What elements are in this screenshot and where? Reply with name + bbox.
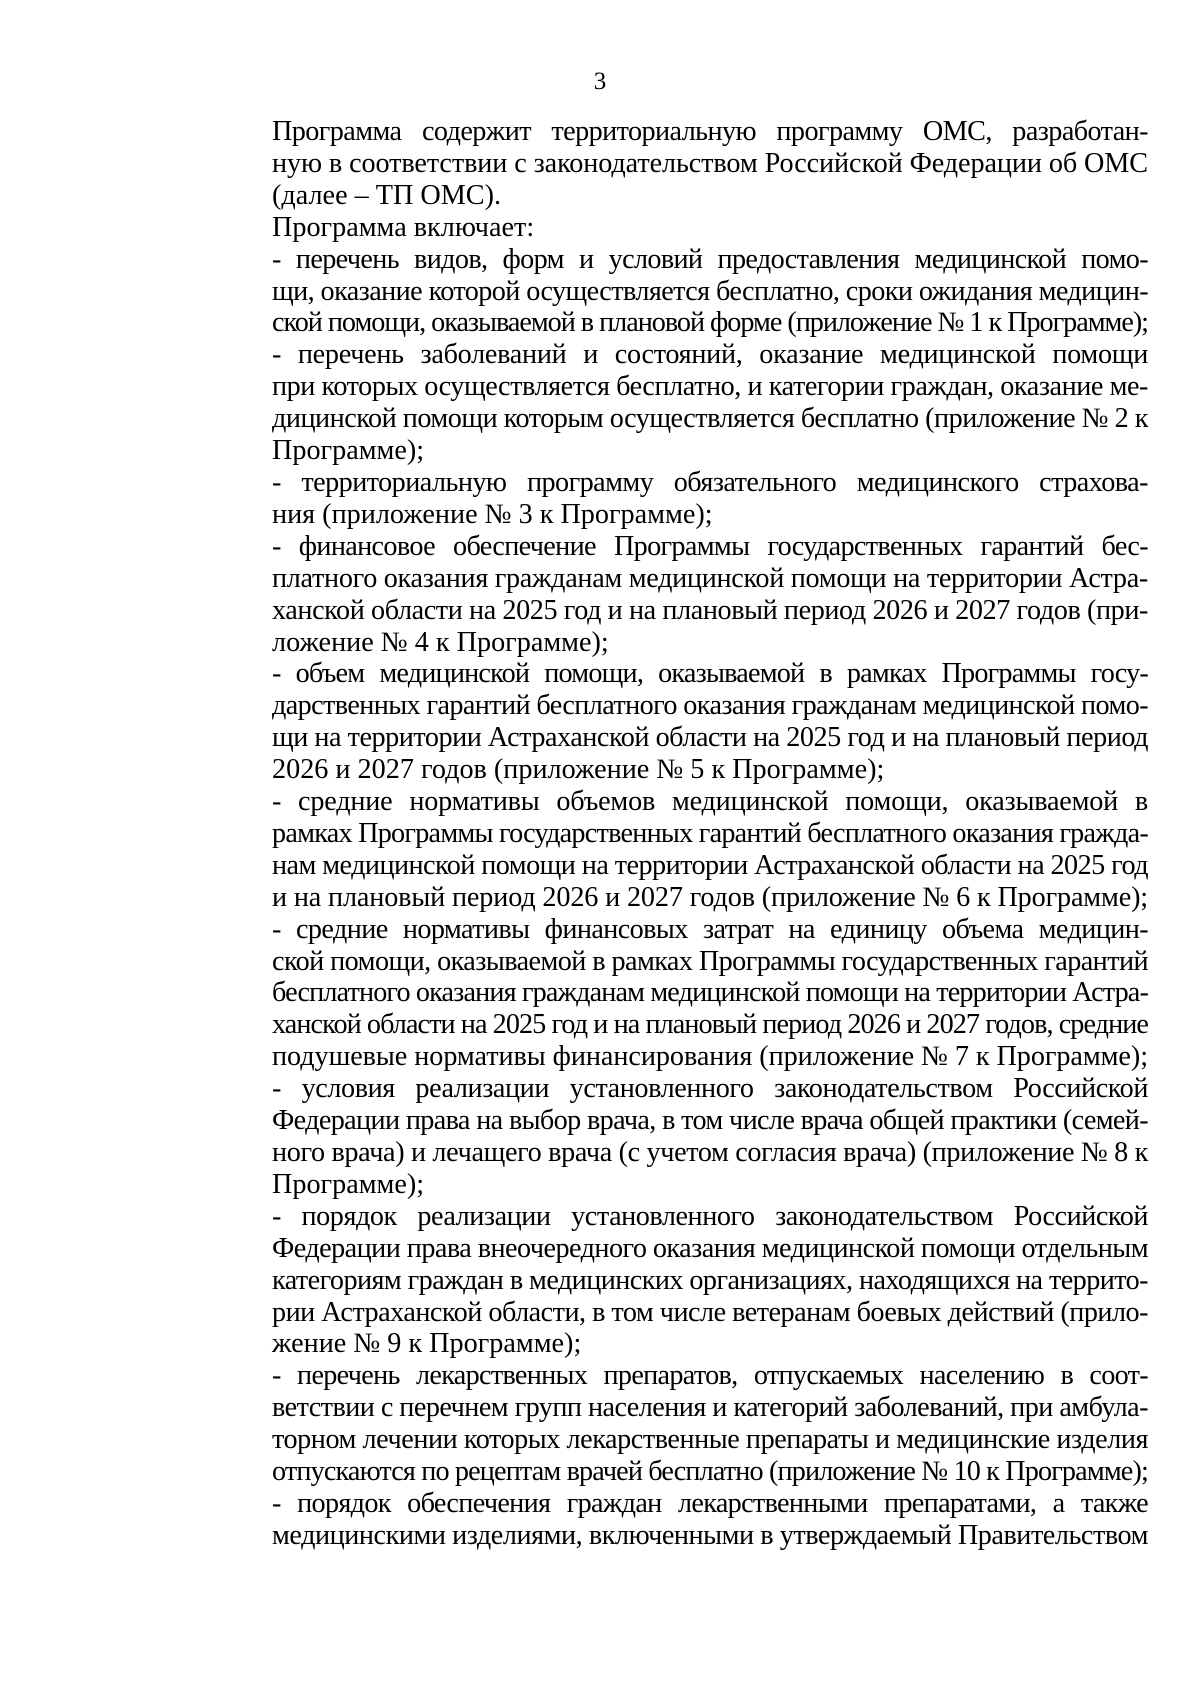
paragraph: [202, 116, 1148, 212]
text-line: рии Астраханской области, в том числе ветеранам боевых действий (прило-: [272, 1296, 1148, 1328]
text-line: дицинской помощи которым осуществляется бесплатно (приложение № 2 к: [272, 403, 1148, 435]
paragraph: [202, 786, 1148, 914]
document-body: [202, 116, 1148, 1552]
text-line: бесплатного оказания гражданам медицинской помощи на территории Астра-: [272, 977, 1148, 1009]
text-line: нам медицинской помощи на территории Астраханской области на 2025 год: [272, 849, 1148, 881]
text-line: Программа содержит территориальную программу ОМС, разработан-: [272, 116, 1148, 147]
text-line: - порядок реализации установленного законодательством Российской: [272, 1200, 1148, 1232]
text-line: 2026 и 2027 годов (приложение № 5 к Программе);: [272, 754, 885, 786]
text-line: ветствии с перечнем групп населения и категорий заболеваний, при амбула-: [272, 1392, 1148, 1424]
text-line: ской помощи, оказываемой в плановой форме (приложение № 1 к Программе);: [272, 307, 1148, 339]
text-line: (далее – ТП ОМС).: [272, 179, 502, 211]
text-line: ской помощи, оказываемой в рамках Программы государственных гарантий: [272, 945, 1148, 977]
paragraph: [202, 1073, 1148, 1201]
text-line: рамках Программы государственных гарантий бесплатного оказания гражда-: [272, 817, 1148, 849]
text-line: отпускаются по рецептам врачей бесплатно (приложение № 10 к Программе);: [272, 1456, 1148, 1488]
paragraph: [202, 339, 1148, 467]
text-line: подушевые нормативы финансирования (приложение № 7 к Программе);: [272, 1041, 1148, 1073]
text-line: Программа включает:: [272, 211, 535, 243]
text-line: категориям граждан в медицинских организациях, находящихся на террито-: [272, 1264, 1148, 1296]
text-line: при которых осуществляется бесплатно, и категории граждан, оказание ме-: [272, 371, 1148, 403]
paragraph: [202, 1360, 1148, 1488]
text-line: - территориальную программу обязательного медицинского страхова-: [272, 466, 1148, 498]
paragraph: [202, 467, 1148, 531]
text-line: ханской области на 2025 год и на плановый период 2026 и 2027 годов (при-: [272, 594, 1148, 626]
text-line: - условия реализации установленного законодательством Российской: [272, 1073, 1148, 1105]
text-line: медицинскими изделиями, включенными в утверждаемый Правительством: [272, 1519, 1148, 1551]
text-line: платного оказания гражданам медицинской помощи на территории Астра-: [272, 562, 1148, 594]
text-line: ханской области на 2025 год и на плановый период 2026 и 2027 годов, средние: [272, 1009, 1148, 1041]
text-line: - перечень заболеваний и состояний, оказание медицинской помощи: [272, 339, 1148, 371]
text-line: - финансовое обеспечение Программы государственных гарантий бес-: [272, 530, 1148, 562]
paragraph: [202, 531, 1148, 659]
text-line: - перечень лекарственных препаратов, отпускаемых населению в соот-: [272, 1360, 1148, 1392]
paragraph: [202, 244, 1148, 340]
text-line: Федерации права внеочередного оказания медицинской помощи отдельным: [272, 1232, 1148, 1264]
text-line: ного врача) и лечащего врача (с учетом согласия врача) (приложение № 8 к: [272, 1137, 1148, 1168]
text-line: и на плановый период 2026 и 2027 годов (приложение № 6 к Программе);: [272, 881, 1148, 913]
text-line: - средние нормативы финансовых затрат на единицу объема медицин-: [272, 913, 1148, 945]
text-line: жение № 9 к Программе);: [272, 1328, 582, 1360]
text-line: щи, оказание которой осуществляется бесплатно, сроки ожидания медицин-: [272, 275, 1148, 307]
text-line: Программе);: [272, 435, 425, 467]
text-line: - средние нормативы объемов медицинской помощи, оказываемой в: [272, 786, 1148, 818]
page-number: 3: [593, 68, 607, 95]
text-line: ния (приложение № 3 к Программе);: [272, 498, 713, 530]
paragraph: [202, 914, 1148, 1074]
paragraph: [202, 1488, 1148, 1552]
text-line: - объем медицинской помощи, оказываемой в рамках Программы госу-: [272, 658, 1148, 690]
paragraph: [202, 658, 1148, 786]
text-line: ложение № 4 к Программе);: [272, 626, 609, 658]
paragraph: [202, 212, 1148, 244]
text-line: торном лечении которых лекарственные препараты и медицинские изделия: [272, 1424, 1148, 1456]
text-line: Федерации права на выбор врача, в том числе врача общей практики (семей-: [272, 1105, 1148, 1137]
text-line: - перечень видов, форм и условий предоставления медицинской помо-: [272, 243, 1148, 275]
text-line: ную в соответствии с законодательством Российской Федерации об ОМС: [272, 147, 1148, 179]
text-line: дарственных гарантий бесплатного оказания гражданам медицинской помо-: [272, 690, 1148, 722]
paragraph: [202, 1201, 1148, 1361]
text-line: Программе);: [272, 1168, 425, 1200]
text-line: - порядок обеспечения граждан лекарственными препаратами, а также: [272, 1487, 1148, 1519]
text-line: щи на территории Астраханской области на 2025 год и на плановый период: [272, 722, 1148, 754]
